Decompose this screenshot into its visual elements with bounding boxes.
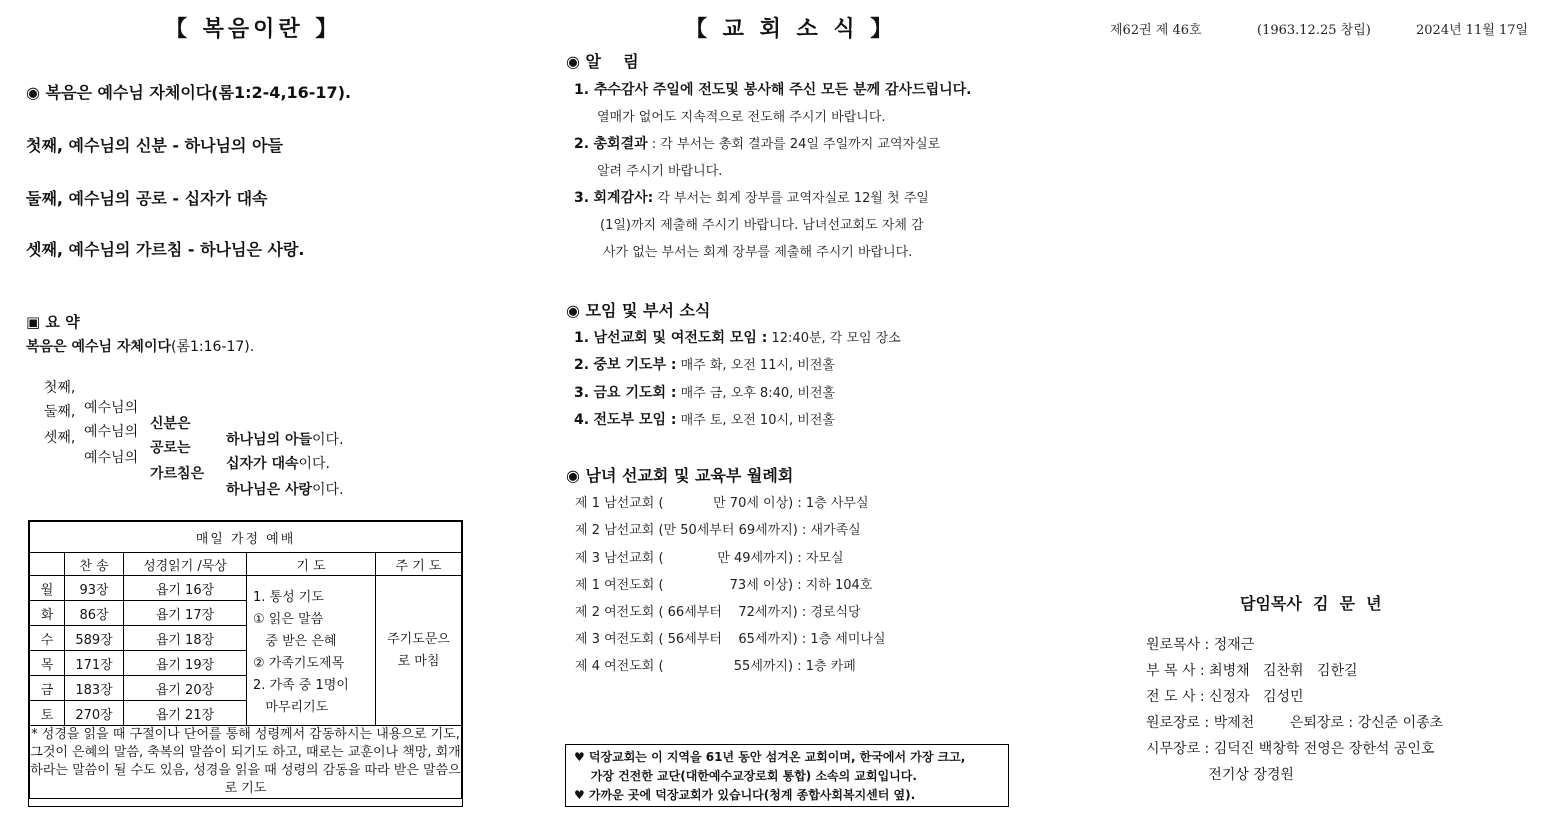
summary-key: 신분은 <box>150 416 191 432</box>
notice-text: (1일)까지 제출해 주시기 바랍니다. 남녀선교회도 자체 감 <box>600 218 924 233</box>
staff-line: 원로목사 : 정재근 <box>1146 637 1255 653</box>
meeting-item <box>574 327 901 347</box>
row-hymn: 270장 <box>65 701 124 726</box>
prayer-line: 1. 통성 기도 <box>253 589 324 605</box>
prayer-line: 마무리기도 <box>253 699 329 715</box>
row-hymn: 93장 <box>65 576 124 601</box>
church-info-line: ♥ 가까운 곳에 덕장교회가 있습니다(청계 종합사회복지센터 옆). <box>574 788 916 802</box>
mission-item: 제 3 여전도회 ( 56세부터 65세까지) : 1층 세미나실 <box>575 632 886 647</box>
header-day <box>30 553 65 576</box>
summary-order: 첫째, <box>43 380 76 396</box>
summary-key: 공로는 <box>150 440 191 456</box>
prayer-line: 중 받은 은혜 <box>253 633 337 649</box>
notice-text: 열매가 없어도 지속적으로 전도해 주시기 바랍니다. <box>597 110 886 125</box>
senior-pastor: 담임목사 김 문 년 <box>1240 594 1382 613</box>
mission-item: 제 2 남선교회 (만 50세부터 69세까지) : 새가족실 <box>575 523 861 538</box>
row-day: 목 <box>30 651 65 676</box>
mission-item: 제 1 남선교회 ( 만 70세 이상) : 1층 사무실 <box>575 496 869 511</box>
header-hymn: 찬 송 <box>65 553 124 576</box>
gospel-point-3: 셋째, 예수님의 가르침 - 하나님은 사랑. <box>26 240 305 259</box>
summary-end: 이다. <box>298 456 330 472</box>
meeting-item <box>574 354 835 374</box>
notice-key: 회계감사: <box>593 190 654 206</box>
church-info-line: ♥ 덕장교회는 이 지역을 61년 동안 섬겨온 교회이며, 한국에서 가장 크고, <box>574 750 966 764</box>
notice-text: 추수감사 주일에 전도및 봉사해 주신 모든 분께 감사드립니다. <box>593 82 972 98</box>
gospel-point-2: 둘째, 예수님의 공로 - 십자가 대속 <box>26 189 268 208</box>
prayer-line: ② 가족기도제목 <box>253 655 345 671</box>
summary-key: 가르침은 <box>150 466 205 482</box>
meeting-key: 금요 기도회 : <box>593 385 677 401</box>
summary-val: 하나님의 아들 <box>226 432 313 448</box>
mission-item: 제 4 여전도회 ( 55세까지) : 1층 카페 <box>575 659 856 674</box>
notice-item-1 <box>574 79 971 99</box>
news-title: 【 교 회 소 식 】 <box>685 17 897 42</box>
notice-text: 사가 없는 부서는 회계 장부를 제출해 주시기 바랍니다. <box>603 245 913 260</box>
meeting-num: 4. <box>574 412 590 428</box>
mission-item: 제 2 여전도회 ( 66세부터 72세까지) : 경로식당 <box>575 605 861 620</box>
summary-main <box>26 336 254 356</box>
notice-text: 알려 주시기 바랍니다. <box>597 164 723 179</box>
worship-title: 매일 가정 예배 <box>30 522 462 553</box>
mission-item: 제 1 여전도회 ( 73세 이상) : 지하 104호 <box>575 578 873 593</box>
notice-item-3 <box>574 187 929 207</box>
notice-num: 1. <box>574 82 590 98</box>
notice-title: ◉ 알 림 <box>566 52 639 71</box>
summary-val: 하나님은 사랑 <box>226 482 313 498</box>
summary-main-text: 복음은 예수님 자체이다 <box>26 339 171 355</box>
meeting-val: 매주 화, 오전 11시, 비전홀 <box>676 358 835 373</box>
summary-pre: 예수님의 <box>84 424 139 440</box>
row-reading: 욥기 20장 <box>124 676 247 701</box>
summary-title: ▣ 요 약 <box>26 313 80 331</box>
summary-order: 셋째, <box>43 430 76 446</box>
founded-date: (1963.12.25 창립) <box>1257 23 1371 38</box>
lords-prayer-cell: 주기도문으로 마침 <box>376 576 462 726</box>
meeting-item <box>574 409 835 429</box>
row-day: 월 <box>30 576 65 601</box>
row-reading: 욥기 18장 <box>124 626 247 651</box>
summary-pre: 예수님의 <box>84 400 139 416</box>
staff-line: 원로장로 : 박제천 은퇴장로 : 강신준 이종초 <box>1146 715 1444 731</box>
row-hymn: 86장 <box>65 601 124 626</box>
row-day: 토 <box>30 701 65 726</box>
gospel-point-1: 첫째, 예수님의 신분 - 하나님의 아들 <box>26 136 283 155</box>
gospel-heading: ◉ 복음은 예수님 자체이다(롬1:2-4,16-17). <box>26 83 352 102</box>
notice-num: 3. <box>574 190 590 206</box>
row-reading: 욥기 21장 <box>124 701 247 726</box>
summary-val: 십자가 대속 <box>226 456 299 472</box>
summary-pre: 예수님의 <box>84 450 139 466</box>
volume-number: 제62권 제 46호 <box>1110 23 1202 38</box>
church-info-box <box>565 744 1009 807</box>
row-hymn: 183장 <box>65 676 124 701</box>
worship-note: * 성경을 읽을 때 구절이나 단어를 통해 성령께서 감동하시는 내용으로 기도, 그것이 은혜의 말씀, 축복의 말씀이 되기도 하고, 때로는 교훈이나 책망, 회개하라는 말씀이 될 수도 있음, 성경을 읽을 때 성령의 감동을 따라 받은 말씀으로 기도 <box>30 726 462 799</box>
prayer-line: ① 읽은 말씀 <box>253 611 324 627</box>
mission-item: 제 3 남선교회 ( 만 49세까지) : 자모실 <box>575 551 844 566</box>
meeting-val: 12:40분, 각 모임 장소 <box>767 331 901 346</box>
meeting-val: 매주 금, 오후 8:40, 비전홀 <box>676 386 836 401</box>
meeting-key: 남선교회 및 여전도회 모임 : <box>593 330 768 346</box>
notice-key: 총회결과 <box>593 136 648 152</box>
header-prayer: 기 도 <box>247 553 376 576</box>
header-lords-prayer: 주 기 도 <box>376 553 462 576</box>
notice-num: 2. <box>574 136 590 152</box>
staff-line: 전기상 장경원 <box>1146 767 1294 783</box>
mission-title: ◉ 남녀 선교회 및 교육부 월례회 <box>566 466 794 485</box>
notice-text: 각 부서는 회계 장부를 교역자실로 12월 첫 주일 <box>653 191 929 206</box>
row-hymn: 589장 <box>65 626 124 651</box>
prayer-cell <box>247 576 376 726</box>
gospel-title: 【 복음이란 】 <box>165 17 342 42</box>
summary-ref: (롬1:16-17). <box>171 339 255 355</box>
staff-line: 부 목 사 : 최병채 김찬휘 김한길 <box>1146 663 1358 679</box>
meeting-num: 2. <box>574 357 590 373</box>
issue-date: 2024년 11월 17일 <box>1416 23 1529 38</box>
meeting-num: 1. <box>574 330 590 346</box>
row-reading: 욥기 17장 <box>124 601 247 626</box>
summary-order: 둘째, <box>43 404 76 420</box>
staff-line: 시무장로 : 김덕진 백창학 전영은 장한석 공인호 <box>1146 741 1435 757</box>
row-day: 화 <box>30 601 65 626</box>
notice-item-2 <box>574 133 940 153</box>
row-day: 금 <box>30 676 65 701</box>
row-reading: 욥기 16장 <box>124 576 247 601</box>
meeting-item <box>574 382 835 402</box>
row-reading: 욥기 19장 <box>124 651 247 676</box>
row-day: 수 <box>30 626 65 651</box>
staff-line: 전 도 사 : 신정자 김성민 <box>1146 689 1304 705</box>
notice-text: : 각 부서는 총회 결과를 24일 주일까지 교역자실로 <box>647 137 941 152</box>
summary-end: 이다. <box>312 432 344 448</box>
meeting-num: 3. <box>574 385 590 401</box>
meeting-key: 중보 기도부 : <box>593 357 677 373</box>
meeting-title: ◉ 모임 및 부서 소식 <box>566 301 711 320</box>
church-info-line: 가장 건전한 교단(대한예수교장로회 통합) 소속의 교회입니다. <box>574 769 917 783</box>
meeting-val: 매주 토, 오전 10시, 비전홀 <box>676 413 835 428</box>
summary-end: 이다. <box>312 482 344 498</box>
meeting-key: 전도부 모임 : <box>593 412 677 428</box>
header-reading: 성경읽기 /묵상 <box>124 553 247 576</box>
row-hymn: 171장 <box>65 651 124 676</box>
worship-table <box>28 520 463 807</box>
prayer-line: 2. 가족 중 1명이 <box>253 677 349 693</box>
